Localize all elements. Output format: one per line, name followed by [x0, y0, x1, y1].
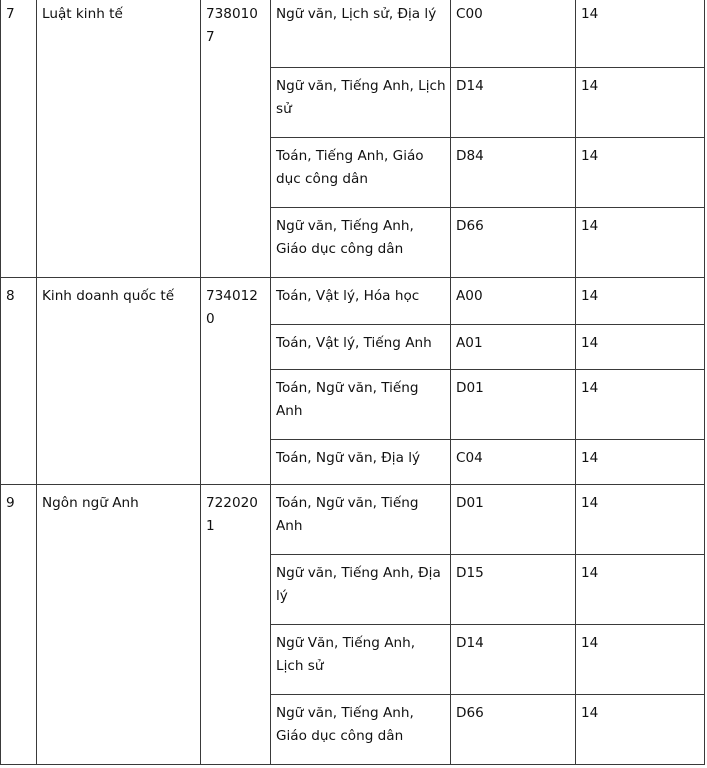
- quota-cell: 14: [576, 485, 705, 555]
- quota-cell: 14: [576, 278, 705, 325]
- block-code-cell: A01: [451, 325, 576, 370]
- subject-combo-cell: Ngữ văn, Tiếng Anh, Lịch sử: [271, 68, 451, 138]
- block-code-cell: D15: [451, 555, 576, 625]
- subject-combo-cell: Ngữ văn, Tiếng Anh, Giáo dục công dân: [271, 695, 451, 765]
- block-code-cell: C04: [451, 440, 576, 485]
- subject-combo-cell: Toán, Ngữ văn, Tiếng Anh: [271, 485, 451, 555]
- quota-cell: 14: [576, 208, 705, 278]
- block-code-cell: A00: [451, 278, 576, 325]
- block-code-cell: D66: [451, 208, 576, 278]
- major-code-cell: 7340120: [201, 278, 271, 485]
- table-body: [1, 0, 705, 765]
- major-number-cell: 9: [1, 485, 37, 765]
- subject-combo-cell: Ngữ Văn, Tiếng Anh, Lịch sử: [271, 625, 451, 695]
- major-code-cell: 7380107: [201, 0, 271, 278]
- subject-combo-cell: Toán, Vật lý, Tiếng Anh: [271, 325, 451, 370]
- block-code-cell: D66: [451, 695, 576, 765]
- subject-combo-cell: Ngữ văn, Tiếng Anh, Giáo dục công dân: [271, 208, 451, 278]
- block-code-cell: D01: [451, 485, 576, 555]
- quota-cell: 14: [576, 68, 705, 138]
- block-code-cell: D14: [451, 68, 576, 138]
- major-name-cell: Kinh doanh quốc tế: [37, 278, 201, 485]
- major-number-cell: 7: [1, 0, 37, 278]
- major-code-cell: 7220201: [201, 485, 271, 765]
- table-row: [1, 0, 705, 68]
- subject-combo-cell: Ngữ văn, Tiếng Anh, Địa lý: [271, 555, 451, 625]
- major-number-cell: 8: [1, 278, 37, 485]
- subject-combo-cell: Toán, Ngữ văn, Địa lý: [271, 440, 451, 485]
- quota-cell: 14: [576, 370, 705, 440]
- quota-cell: 14: [576, 440, 705, 485]
- quota-cell: 14: [576, 138, 705, 208]
- table-row: [1, 278, 705, 325]
- quota-cell: 14: [576, 625, 705, 695]
- quota-cell: 14: [576, 325, 705, 370]
- table-row: [1, 485, 705, 555]
- subject-combo-cell: Toán, Tiếng Anh, Giáo dục công dân: [271, 138, 451, 208]
- subject-combo-cell: Toán, Vật lý, Hóa học: [271, 278, 451, 325]
- quota-cell: 14: [576, 555, 705, 625]
- major-name-cell: Ngôn ngữ Anh: [37, 485, 201, 765]
- subject-combo-cell: Ngữ văn, Lịch sử, Địa lý: [271, 0, 451, 68]
- block-code-cell: C00: [451, 0, 576, 68]
- quota-cell: 14: [576, 0, 705, 68]
- block-code-cell: D84: [451, 138, 576, 208]
- subject-combo-cell: Toán, Ngữ văn, Tiếng Anh: [271, 370, 451, 440]
- block-code-cell: D14: [451, 625, 576, 695]
- major-name-cell: Luật kinh tế: [37, 0, 201, 278]
- quota-cell: 14: [576, 695, 705, 765]
- block-code-cell: D01: [451, 370, 576, 440]
